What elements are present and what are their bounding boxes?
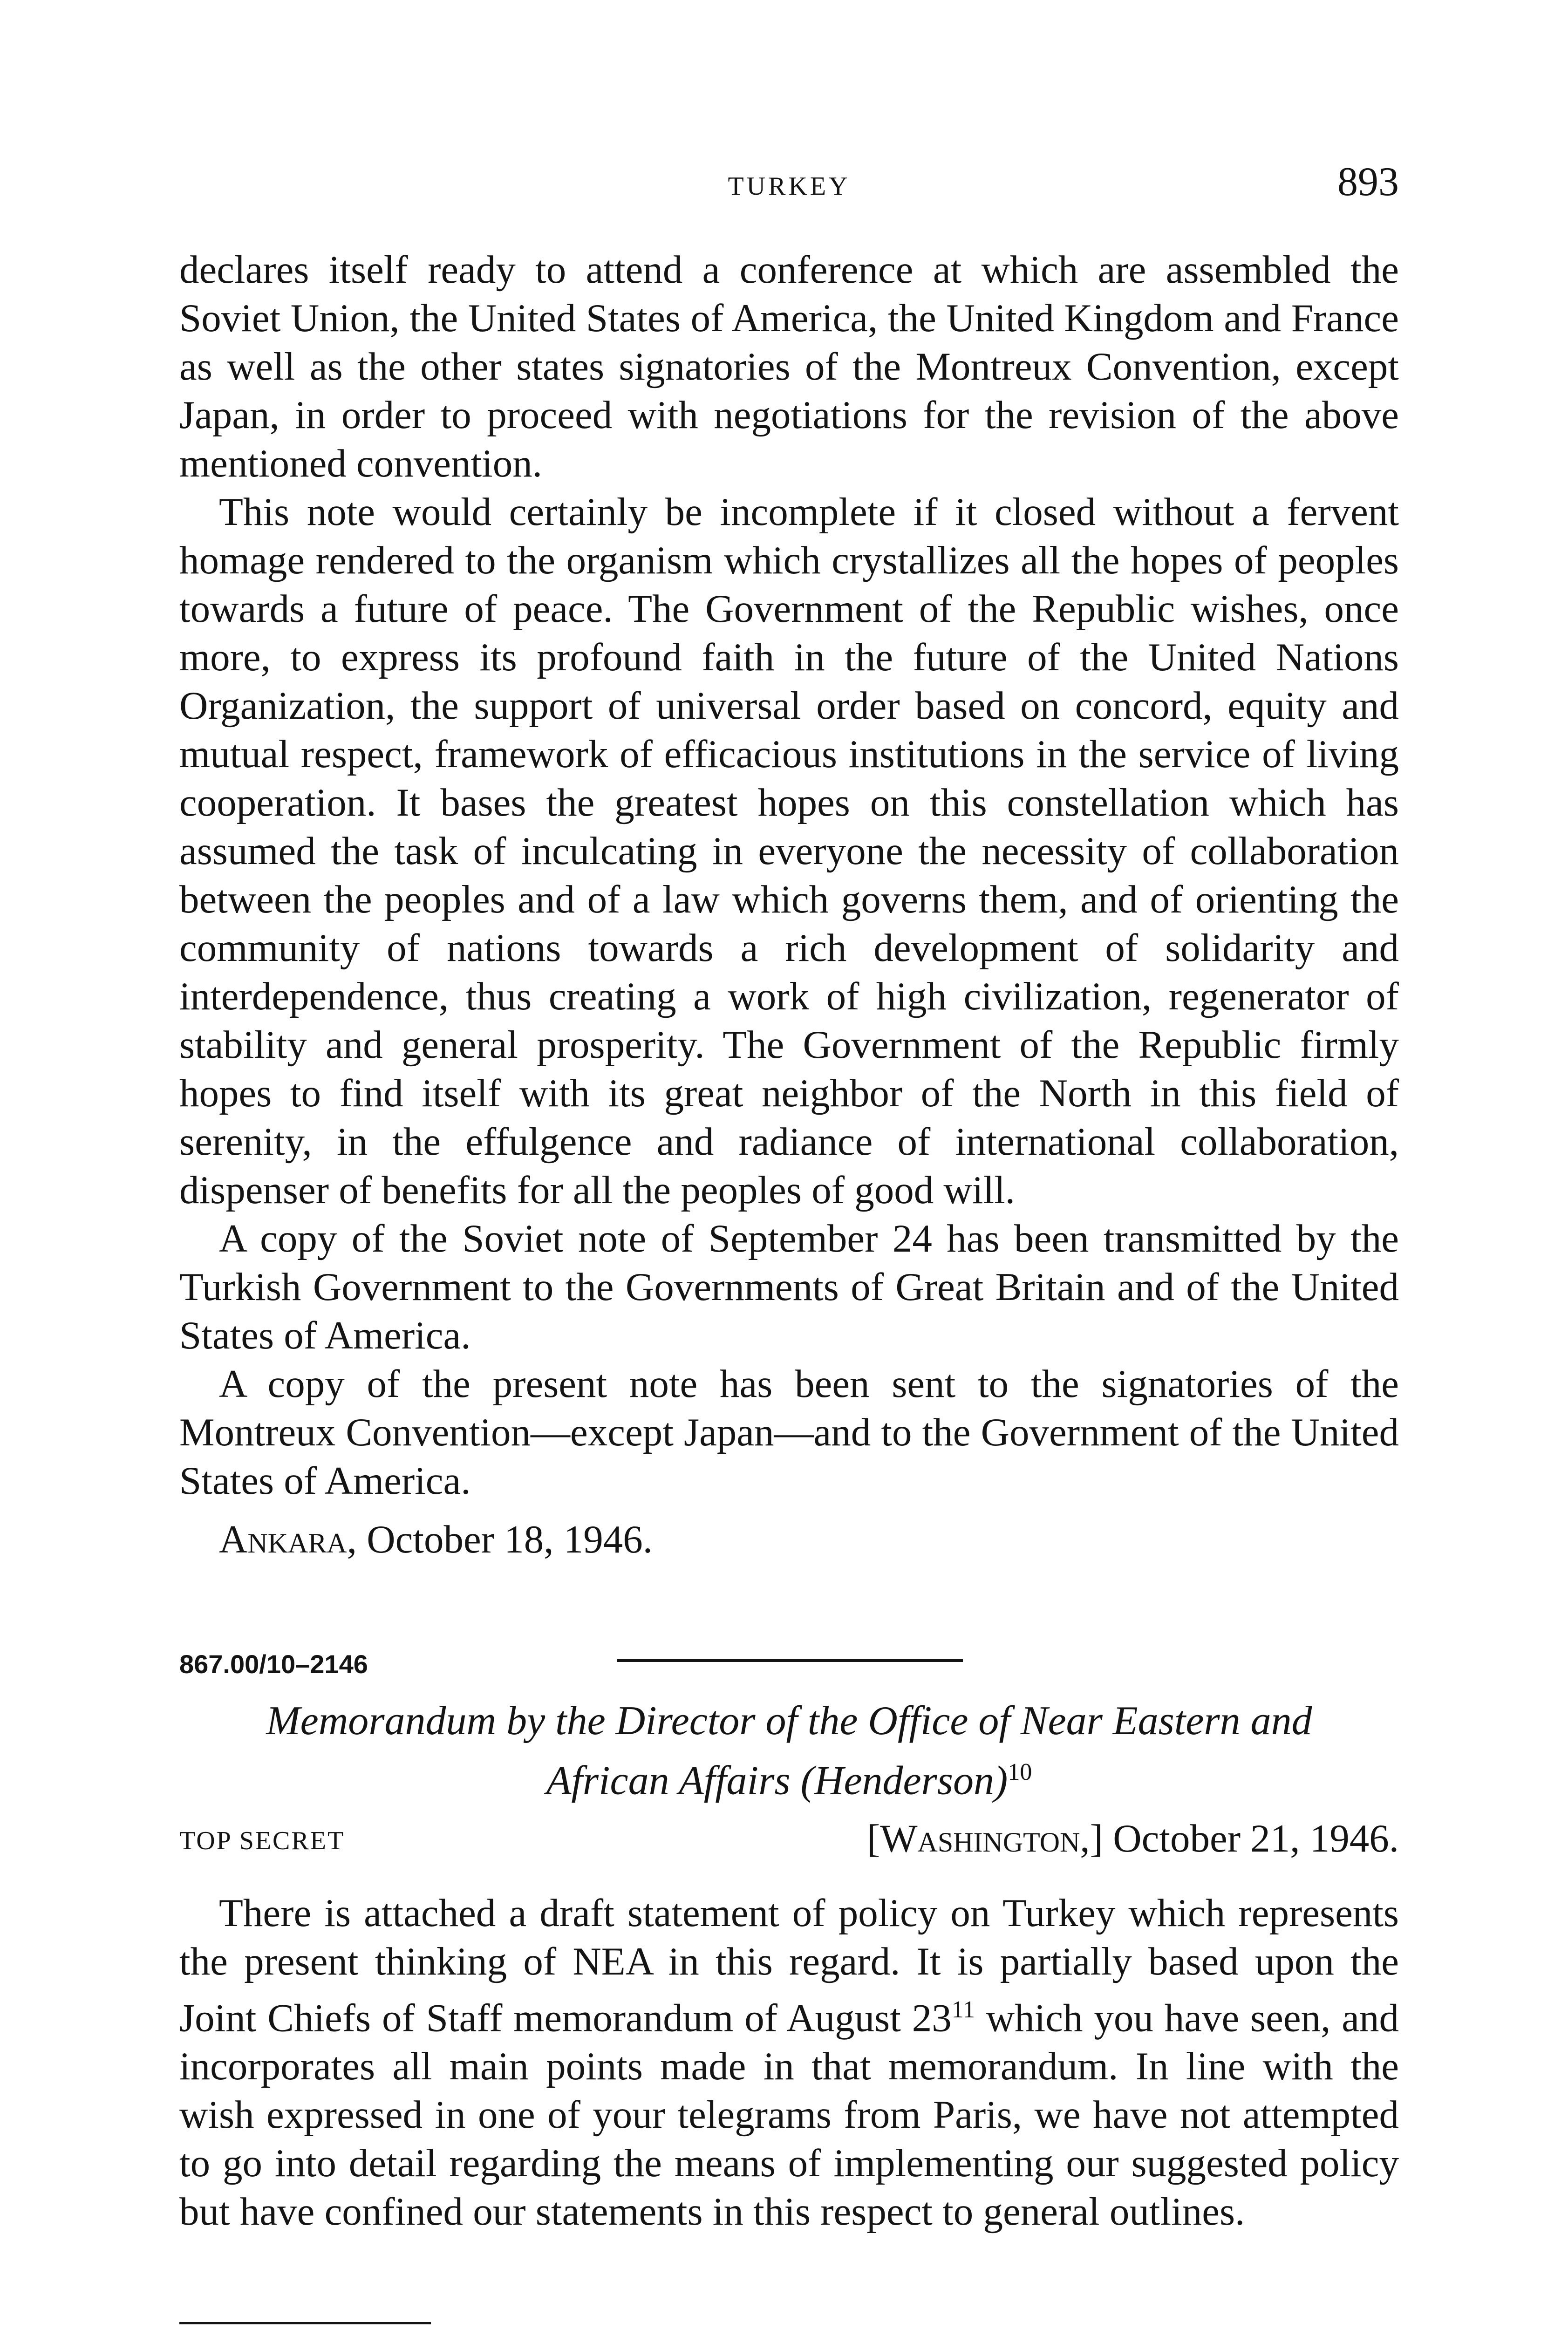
memorandum-text-part-2: which you have seen, and incorporates all main points made in that memorandum. In line with the wish expressed in one of your telegrams from Paris, we have not attempted to go into detail regarding the means of implementing our suggested policy but have confined our statements in this respect to general outlines.	[179, 1996, 1399, 2234]
file-number: 867.00/10–2146	[179, 1649, 368, 1679]
paragraph-homage: This note would certainly be incomplete if it closed without a fervent homage rendered to the organism which crystallizes all the hopes of peoples towards a future of peace. The Government of the Republic wishes, once more, to express its profound faith in the future of the United Nations Organization, the support of universal order based on concord, equity and mutual respect, framework of efficacious institutions in the service of living cooperation. It bases the greatest hopes on this constellation which has assumed the task of inculcating in everyone the necessity of collaboration between the peoples and of a law which governs them, and of orienting the community of nations towards a rich development of solidarity and interdependence, thus creating a work of high civilization, regenerator of stability and general prosperity. The Government of the Republic firmly hopes to find itself with its great neighbor of the North in this field of serenity, in the effulgence and radiance of international collaboration, dispenser of benefits for all the peoples of good will.	[179, 490, 1399, 1212]
memorandum-title-line-1: Memorandum by the Director of the Office of Near Eastern and	[266, 1698, 1312, 1743]
signoff	[179, 1515, 1399, 1564]
running-title: TURKEY	[728, 172, 851, 201]
memorandum-title	[179, 1696, 1399, 1806]
paragraph-conference: declares itself ready to attend a conference at which are assembled the Soviet Union, the United States of America, the United Kingdom and France as well as the other states signatories of the Montreux Convention, except Japan, in order to proceed with negotiations for the revision of the above mentioned convention.	[179, 248, 1399, 485]
signoff-date: October 18, 1946.	[367, 1518, 653, 1561]
dateline-place: [Washington,]	[866, 1817, 1103, 1860]
paragraph-present-note-copy: A copy of the present note has been sent to the signatories of the Montreux Convention—except Japan—and to the Government of the United States of America.	[179, 1362, 1399, 1503]
continued-note	[179, 245, 1399, 1564]
footnote-ref-10[interactable]: 10	[1008, 1759, 1032, 1785]
section-divider	[617, 1659, 963, 1662]
page-number: 893	[1337, 159, 1399, 204]
footnote-rule	[179, 2322, 431, 2324]
signoff-place: Ankara,	[219, 1518, 357, 1561]
memorandum-title-line-2	[179, 1747, 1399, 1806]
page-header	[179, 158, 1399, 210]
memorandum-dateline	[867, 1816, 1399, 1861]
dateline-date: October 21, 1946.	[1113, 1817, 1399, 1860]
classification-marking: TOP SECRET	[179, 1826, 345, 1855]
memorandum-paragraph	[179, 1889, 1399, 2236]
memorandum-body	[179, 1889, 1399, 2236]
footnote-ref-11[interactable]: 11	[951, 1996, 975, 2023]
memorandum-title-line-2-text: African Affairs (Henderson)	[546, 1758, 1008, 1804]
paragraph-soviet-note-copy: A copy of the Soviet note of September 24 has been transmitted by the Turkish Government to the Governments of Great Britain and of the United States of America.	[179, 1217, 1399, 1357]
memorandum-text-part-1: There is attached a draft statement of policy on Turkey which represents the present thinking of NEA in this regard. It is partially based upon the Joint Chiefs of Staff memorandum of August 23	[179, 1891, 1399, 2040]
